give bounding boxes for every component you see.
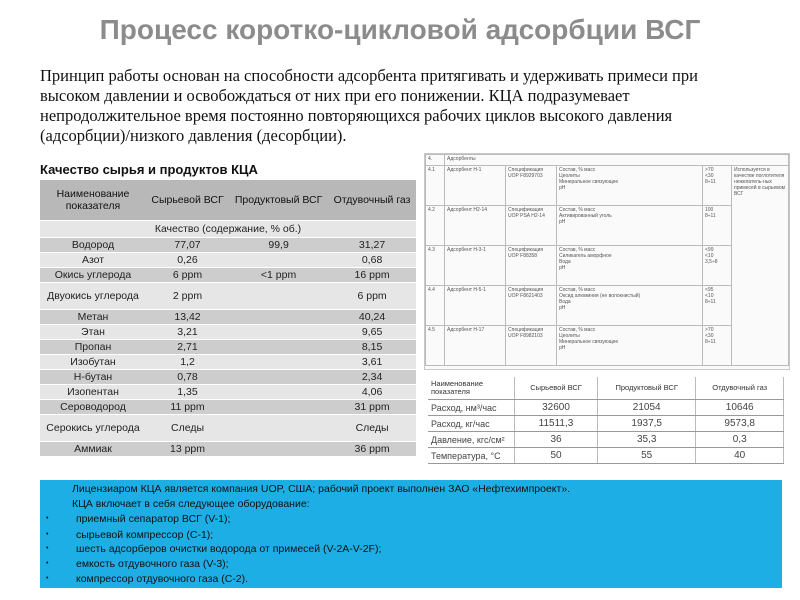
table-cell: 50 — [515, 448, 598, 464]
table-cell: 100 8÷11 — [703, 206, 732, 246]
table-cell: 4.3 — [426, 246, 445, 286]
table-cell: Адсорбент Н2-14 — [445, 206, 506, 246]
table-cell: Изопентан — [40, 385, 146, 400]
table-cell: Состав, % масс Цеолиты Минеральное связующее pH — [557, 326, 703, 366]
table-cell: Метан — [40, 310, 146, 325]
table-cell: <1 ppm — [229, 268, 328, 283]
table-cell: 4.1 — [426, 166, 445, 206]
table-cell: 1,2 — [146, 355, 229, 370]
table-row — [428, 448, 784, 464]
column-header: Продуктовый ВСГ — [598, 377, 696, 400]
column-header: Наименование показателя — [40, 180, 146, 221]
table-cell: 11 ppm — [146, 400, 229, 415]
intro-line: (адсорбции)/низкого давления (десорбции). — [40, 126, 347, 145]
table-cell: 4.4 — [426, 286, 445, 326]
table-cell — [229, 400, 328, 415]
adsorbents-table — [425, 154, 789, 366]
table-cell: 1937,5 — [598, 416, 696, 432]
table-cell: Спецификация UOP F8982103 — [506, 326, 557, 366]
table-row — [40, 400, 416, 415]
table-row — [40, 340, 416, 355]
table-cell: 0,78 — [146, 370, 229, 385]
table-cell: 4.5 — [426, 326, 445, 366]
table-cell — [229, 283, 328, 310]
table-cell: >70 <30 8÷11 — [703, 166, 732, 206]
list-item: приемный сепаратор ВСГ (V-1); — [76, 513, 231, 525]
table-cell: 2 ppm — [146, 283, 229, 310]
list-item: емкость отдувочного газа (V-3); — [76, 558, 229, 570]
table-cell — [229, 340, 328, 355]
adsorbents-table-image — [424, 153, 790, 370]
table-cell: Адсорбент Н-3-1 — [445, 246, 506, 286]
quality-table — [40, 180, 416, 457]
table-cell: Состав, % масс Оксид алюминия (не волокнистый) Вода pH — [557, 286, 703, 326]
table-cell: 77,07 — [146, 238, 229, 253]
table-cell — [229, 415, 328, 442]
table-cell: Серокись углерода — [40, 415, 146, 442]
table-cell: Двуокись углерода — [40, 283, 146, 310]
table-cell: Состав, % масс Активированный уголь pH — [557, 206, 703, 246]
table-cell: 10646 — [696, 400, 784, 416]
table-cell: Аммиак — [40, 442, 146, 457]
table-cell: 35,3 — [598, 432, 696, 448]
table-cell — [229, 310, 328, 325]
table-cell: 6 ppm — [146, 268, 229, 283]
table-cell: 9,65 — [328, 325, 416, 340]
table-cell: 0,68 — [328, 253, 416, 268]
table-row — [40, 370, 416, 385]
table-cell — [229, 253, 328, 268]
table-cell: 0,3 — [696, 432, 784, 448]
table-cell: 40,24 — [328, 310, 416, 325]
table-cell: 1,35 — [146, 385, 229, 400]
table-cell: Используется в качестве поглотителя нежелатель-ных примесей в сырьевом ВСГ — [732, 166, 789, 366]
table-row — [40, 253, 416, 268]
column-header: Сырьевой ВСГ — [515, 377, 598, 400]
table-cell: Температура, °С — [428, 448, 515, 464]
table-cell — [229, 442, 328, 457]
table-cell: 8,15 — [328, 340, 416, 355]
quality-table-title: Качество сырья и продуктов КЦА — [40, 162, 258, 177]
table-cell: Спецификация UOP F8621403 — [506, 286, 557, 326]
page-title: Процесс коротко-цикловой адсорбции ВСГ — [99, 14, 701, 45]
table-cell: 3,61 — [328, 355, 416, 370]
table-cell: 3,21 — [146, 325, 229, 340]
table-row — [40, 310, 416, 325]
intro-line: высоком давлении и освобождаться от них при его понижении. КЦА подразумевает — [40, 86, 630, 105]
table-cell: Расход, нм³/час — [428, 400, 515, 416]
table-cell: Спецификация UOP PSA H2-14 — [506, 206, 557, 246]
table-cell: <95 <10 8÷11 — [703, 286, 732, 326]
table-cell: 4,06 — [328, 385, 416, 400]
list-item: компрессор отдувочного газа (С-2). — [76, 573, 249, 585]
table-cell: 0,26 — [146, 253, 229, 268]
table-cell: 31,27 — [328, 238, 416, 253]
table-cell: Водород — [40, 238, 146, 253]
table-cell: Состав, % масс Цеолиты Минеральное связующее pH — [557, 166, 703, 206]
table-cell: 9573,8 — [696, 416, 784, 432]
table-header-row — [40, 180, 416, 221]
table-row — [428, 400, 784, 416]
table-row — [428, 432, 784, 448]
table-cell: Адсорбент Н-5-1 — [445, 286, 506, 326]
table-cell: 4. — [426, 155, 445, 166]
table-cell: 13,42 — [146, 310, 229, 325]
column-header: Продуктовый ВСГ — [229, 180, 328, 221]
intro-line: непродолжительное время постоянно повторяющихся рабочих циклов высокого давления — [40, 106, 673, 125]
table-cell: Окись углерода — [40, 268, 146, 283]
table-cell: Адсорбент Н-1 — [445, 166, 506, 206]
table-row — [40, 415, 416, 442]
table-cell: >70 <30 8÷11 — [703, 326, 732, 366]
table-row — [426, 166, 789, 206]
column-header: Сырьевой ВСГ — [146, 180, 229, 221]
info-line: Лицензиаром КЦА является компания UOP, США; рабочий проект выполнен ЗАО «Нефтехимпроект». — [72, 483, 571, 495]
table-cell — [229, 385, 328, 400]
list-item: сырьевой компрессор (С-1); — [76, 529, 214, 541]
table-cell: Адсорбенты — [445, 155, 789, 166]
table-cell: 36 ppm — [328, 442, 416, 457]
table-cell: Н-бутан — [40, 370, 146, 385]
table-cell — [229, 370, 328, 385]
table-cell: Следы — [146, 415, 229, 442]
bullet-icon: • — [46, 531, 49, 538]
bullet-icon: • — [46, 560, 49, 567]
table-cell: Изобутан — [40, 355, 146, 370]
table-cell: Расход, кг/час — [428, 416, 515, 432]
table-cell: Этан — [40, 325, 146, 340]
bullet-icon: • — [46, 545, 49, 552]
table-cell: 55 — [598, 448, 696, 464]
flow-table — [428, 377, 784, 464]
table-subheader-row — [40, 221, 416, 238]
table-row — [40, 385, 416, 400]
table-cell: 36 — [515, 432, 598, 448]
table-cell: Состав, % масс Силикагель аморфное Вода pH — [557, 246, 703, 286]
table-row — [40, 238, 416, 253]
info-line: КЦА включает в себя следующее оборудование: — [72, 498, 310, 510]
info-box — [40, 480, 782, 588]
table-row — [40, 283, 416, 310]
table-cell: Пропан — [40, 340, 146, 355]
table-cell: 11511,3 — [515, 416, 598, 432]
table-row — [40, 442, 416, 457]
table-cell: Следы — [328, 415, 416, 442]
column-header: Отдувочный газ — [328, 180, 416, 221]
table-cell: Адсорбент Н-17 — [445, 326, 506, 366]
table-cell: 31 ppm — [328, 400, 416, 415]
table-cell: Азот — [40, 253, 146, 268]
table-row — [40, 325, 416, 340]
table-cell — [229, 355, 328, 370]
table-cell: 4.2 — [426, 206, 445, 246]
column-header: Наименование показателя — [428, 377, 515, 400]
table-cell: Давление, кгс/см² — [428, 432, 515, 448]
table-cell: 6 ppm — [328, 283, 416, 310]
table-cell: 32600 — [515, 400, 598, 416]
table-row — [428, 416, 784, 432]
table-cell: 99,9 — [229, 238, 328, 253]
table-cell: 16 ppm — [328, 268, 416, 283]
table-cell: 13 ppm — [146, 442, 229, 457]
table-cell: Спецификация UOP F88358 — [506, 246, 557, 286]
table-row — [40, 355, 416, 370]
table-header-row — [426, 155, 789, 166]
table-cell: Спецификация UOP F8929703 — [506, 166, 557, 206]
table-header-row — [428, 377, 784, 400]
table-cell: Сероводород — [40, 400, 146, 415]
intro-line: Принцип работы основан на способности адсорбента притягивать и удерживать примеси при — [40, 66, 698, 85]
table-cell: 40 — [696, 448, 784, 464]
column-header: Отдувочный газ — [696, 377, 784, 400]
table-cell: <99 <10 3,5÷8 — [703, 246, 732, 286]
table-subheader: Качество (содержание, % об.) — [40, 221, 416, 238]
list-item: шесть адсорберов очистки водорода от примесей (V-2A-V-2F); — [76, 543, 382, 555]
table-cell: 2,71 — [146, 340, 229, 355]
intro-paragraph — [40, 66, 770, 146]
bullet-icon: • — [46, 575, 49, 582]
bullet-icon: • — [46, 515, 49, 522]
table-cell: 21054 — [598, 400, 696, 416]
table-row — [40, 268, 416, 283]
table-cell — [229, 325, 328, 340]
table-cell: 2,34 — [328, 370, 416, 385]
